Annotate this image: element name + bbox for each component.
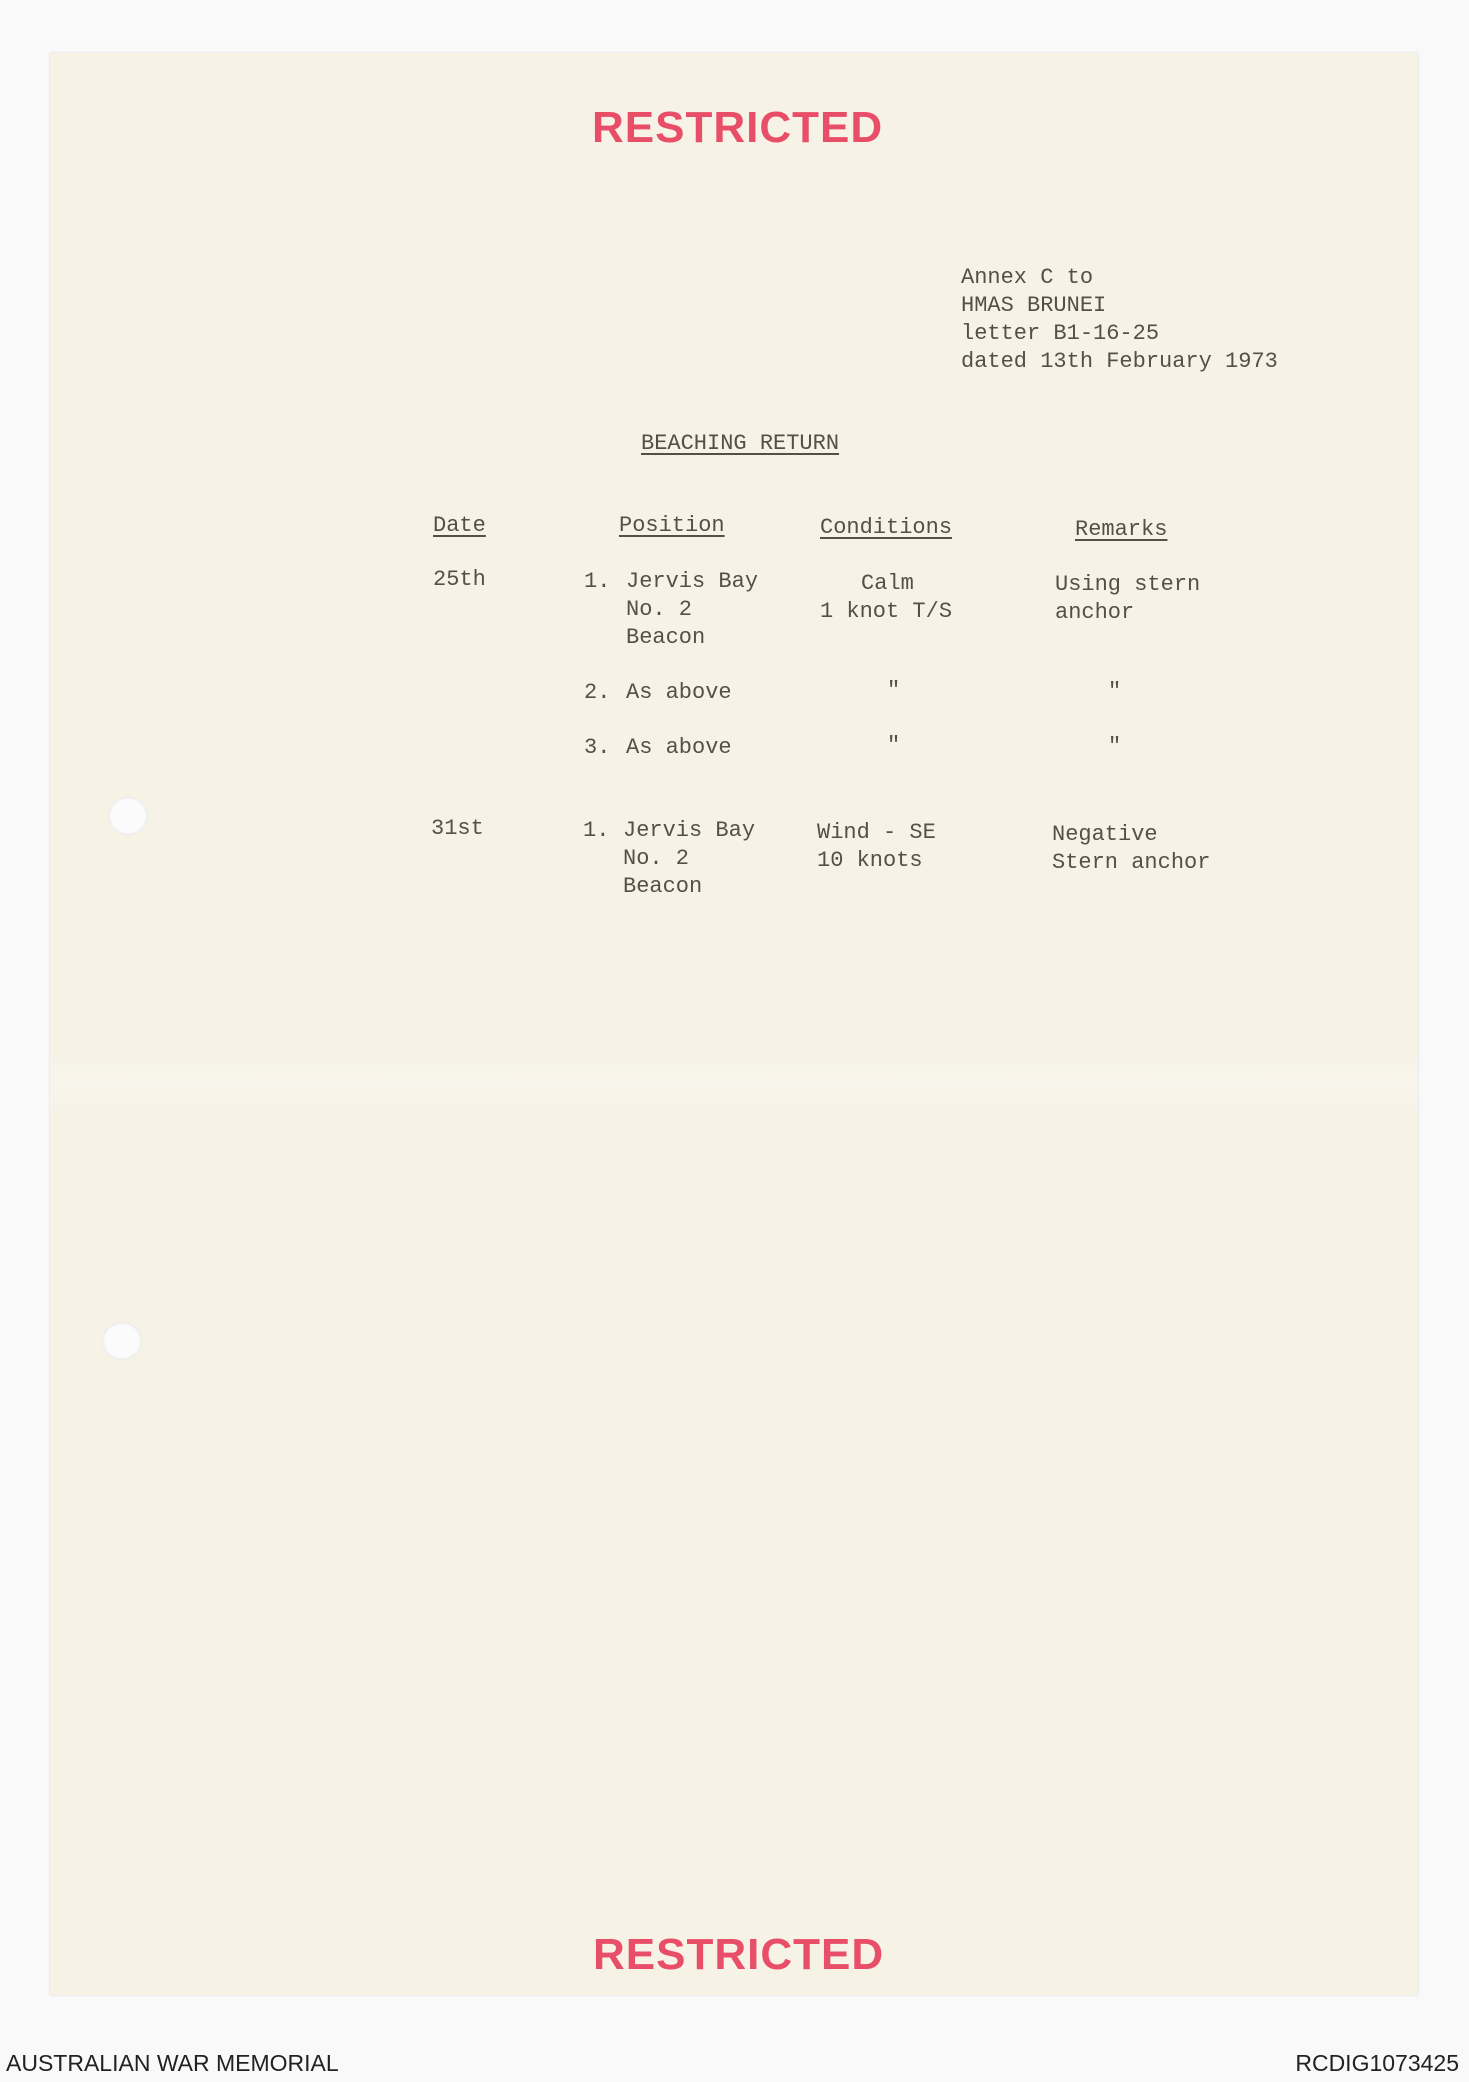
- header-position: Position: [619, 513, 725, 538]
- punch-hole-bottom: [102, 1322, 142, 1360]
- document-sheet: [50, 53, 1418, 1995]
- restricted-stamp-top: RESTRICTED: [592, 103, 884, 152]
- header-date: Date: [433, 513, 486, 538]
- row-remarks-line: Stern anchor: [1052, 850, 1211, 875]
- row-position-line: As above: [626, 735, 732, 760]
- annex-ref-line-1: Annex C to: [961, 265, 1094, 290]
- punch-hole-top: [108, 797, 148, 835]
- row-date: 25th: [433, 567, 486, 592]
- annex-ref-line-3: letter B1-16-25: [961, 321, 1160, 346]
- annex-ref-line-2: HMAS BRUNEI: [961, 293, 1107, 318]
- row-position-line: No. 2: [626, 597, 693, 622]
- footer-reference-id: RCDIG1073425: [1295, 2050, 1459, 2076]
- header-conditions: Conditions: [820, 515, 953, 540]
- row-remarks-line: Using stern: [1055, 572, 1201, 597]
- row-number: 2.: [584, 680, 611, 705]
- row-date: 31st: [431, 816, 484, 841]
- annex-ref-line-4: dated 13th February 1973: [961, 349, 1278, 374]
- restricted-stamp-bottom: RESTRICTED: [593, 1930, 885, 1979]
- footer-source: AUSTRALIAN WAR MEMORIAL: [6, 2050, 339, 2076]
- row-conditions-line: 10 knots: [817, 848, 923, 873]
- row-conditions-ditto: ": [887, 678, 901, 703]
- row-conditions-line: Calm: [861, 571, 914, 596]
- row-position-line: Jervis Bay: [623, 818, 756, 843]
- row-conditions-ditto: ": [887, 733, 901, 758]
- row-position-line: Jervis Bay: [626, 569, 759, 594]
- row-remarks-ditto: ": [1108, 679, 1122, 704]
- row-position-line: Beacon: [626, 625, 706, 650]
- row-number: 3.: [584, 735, 611, 760]
- row-remarks-line: Negative: [1052, 822, 1158, 847]
- row-remarks-line: anchor: [1055, 600, 1135, 625]
- row-position-line: Beacon: [623, 874, 703, 899]
- row-number: 1.: [583, 818, 610, 843]
- row-position-line: As above: [626, 680, 732, 705]
- row-conditions-line: 1 knot T/S: [820, 599, 953, 624]
- row-number: 1.: [584, 569, 611, 594]
- header-remarks: Remarks: [1075, 517, 1168, 542]
- row-remarks-ditto: ": [1108, 734, 1122, 759]
- paper-fold: [50, 1053, 1418, 1113]
- row-conditions-line: Wind - SE: [817, 820, 936, 845]
- document-title: BEACHING RETURN: [641, 431, 840, 456]
- row-position-line: No. 2: [623, 846, 690, 871]
